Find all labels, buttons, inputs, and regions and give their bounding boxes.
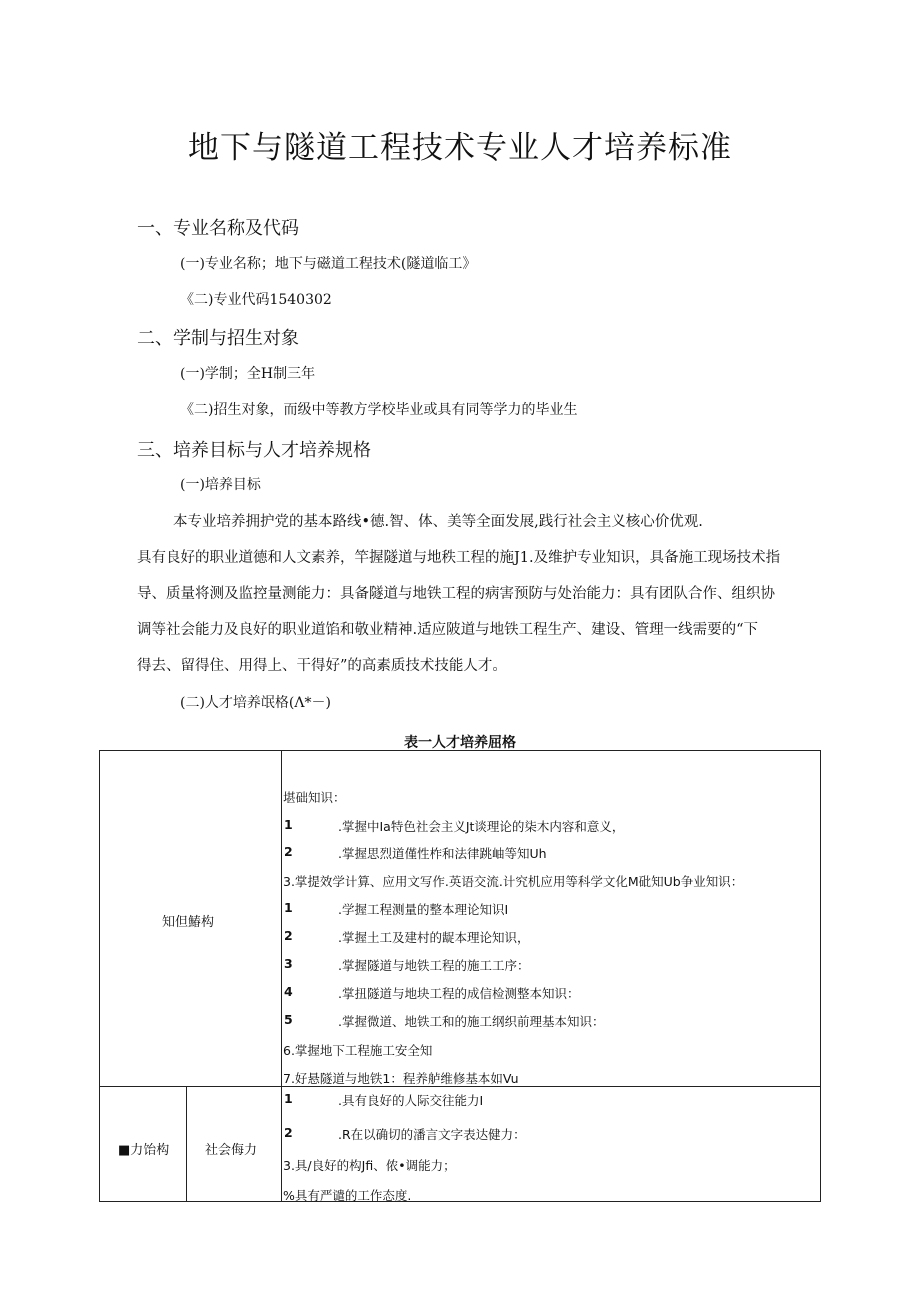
- knowledge-structure-label: 知但鰆构: [162, 915, 215, 930]
- major-code: 《二)专业代码1540302: [180, 292, 332, 308]
- ability-item: %具有严谴的工作态度.: [283, 1188, 412, 1203]
- table-caption: 表一人才培养屈格: [404, 735, 516, 751]
- knowledge-item: 6.掌握地下工程施工安全知: [283, 1043, 433, 1058]
- knowledge-item: .学握工程测量的整本理论知识I: [338, 902, 509, 917]
- item-number: 1: [284, 900, 293, 915]
- item-number: 4: [284, 984, 293, 999]
- talent-spec-heading: (二)人才培养氓格(Λ*－): [180, 695, 331, 711]
- social-ability-label: 社会侮力: [205, 1143, 258, 1158]
- item-number: 5: [284, 1012, 293, 1027]
- knowledge-item: .掌扭隧道与地块工程的成信检测整本知识：: [338, 986, 580, 1001]
- knowledge-item: 7.好悬隧道与地铁1：程养舻维修基本如Vu: [283, 1071, 519, 1086]
- training-goal-heading: (一)培养目标: [180, 477, 261, 493]
- table-divider: [281, 751, 282, 1201]
- section-heading-2: 二、学制与招生对象: [137, 328, 299, 349]
- item-number: 1: [284, 817, 293, 832]
- knowledge-header: 堪础知识：: [283, 790, 346, 805]
- table-divider: [186, 1086, 187, 1201]
- ability-item: .R在以确切的潘言文字表达健力：: [338, 1127, 526, 1142]
- page-title: 地下与隧道工程技术专业人才培养标准: [188, 130, 732, 166]
- knowledge-item: .掌握中Ia特色社会主义Jt谈理论的柒木内容和意义，: [338, 819, 625, 834]
- goal-line: 本专业培养拥护党的基本路线•德.智、体、美等全面发展,践行社会主义核心价优观.: [173, 514, 703, 530]
- item-number: 2: [284, 844, 293, 859]
- goal-line: 具有良好的职业道德和人文素养，竿握隧道与地秩工程的施J1.及维护专业知识，具备施工现场技术指: [137, 550, 781, 566]
- item-number: 2: [284, 928, 293, 943]
- knowledge-item: .掌握思烈道僅性柞和法律跳岫等知Uh: [338, 846, 547, 861]
- ability-structure-label: ■力饴构: [118, 1143, 170, 1158]
- item-number: 2: [284, 1125, 293, 1140]
- goal-line: 得去、留得住、用得上、干得好”的高素质技术技能人才。: [137, 658, 507, 674]
- section-heading-3: 三、培养目标与人才培养规格: [137, 440, 371, 461]
- talent-spec-table: [99, 750, 821, 1202]
- goal-line: 调等社会能力及良好的职业道馅和敬业精神.适应陂道与地铁工程生产、建设、管理一线需要的“下: [137, 622, 759, 638]
- knowledge-item: .掌握土工及建村的龊本理论知识，: [338, 930, 530, 945]
- major-name: (一)专业名称；地下与磁道工程技术(隧道临工》: [180, 256, 477, 272]
- knowledge-item: 3.掌提效学计算、应用文写作.英语交流.计究机应用等科学文化M砒知Ub争业知识：: [283, 874, 744, 889]
- goal-line: 导、质量将测及监控量测能力：具备隧道与地铁工程的病害预防与处治能力：具有团队合作、组织协: [137, 586, 775, 602]
- item-number: 3: [284, 956, 293, 971]
- enrollment-target: 《二)招生对象，而级中等教方学校毕业或具有同等学力的毕业生: [180, 402, 578, 418]
- knowledge-item: .掌握隧道与地铁工程的施工工序：: [338, 958, 530, 973]
- ability-item: .具有良好的人际交往能力I: [338, 1093, 484, 1108]
- ability-item: 3.具/良好的构Jfi、侬•调能力；: [283, 1158, 456, 1173]
- item-number: 1: [284, 1091, 293, 1106]
- section-heading-1: 一、专业名称及代码: [137, 218, 299, 239]
- study-system: (一)学制；全H制三年: [180, 366, 316, 382]
- knowledge-item: .掌握微道、地铁工和的施工纲织前理基本知识：: [338, 1014, 605, 1029]
